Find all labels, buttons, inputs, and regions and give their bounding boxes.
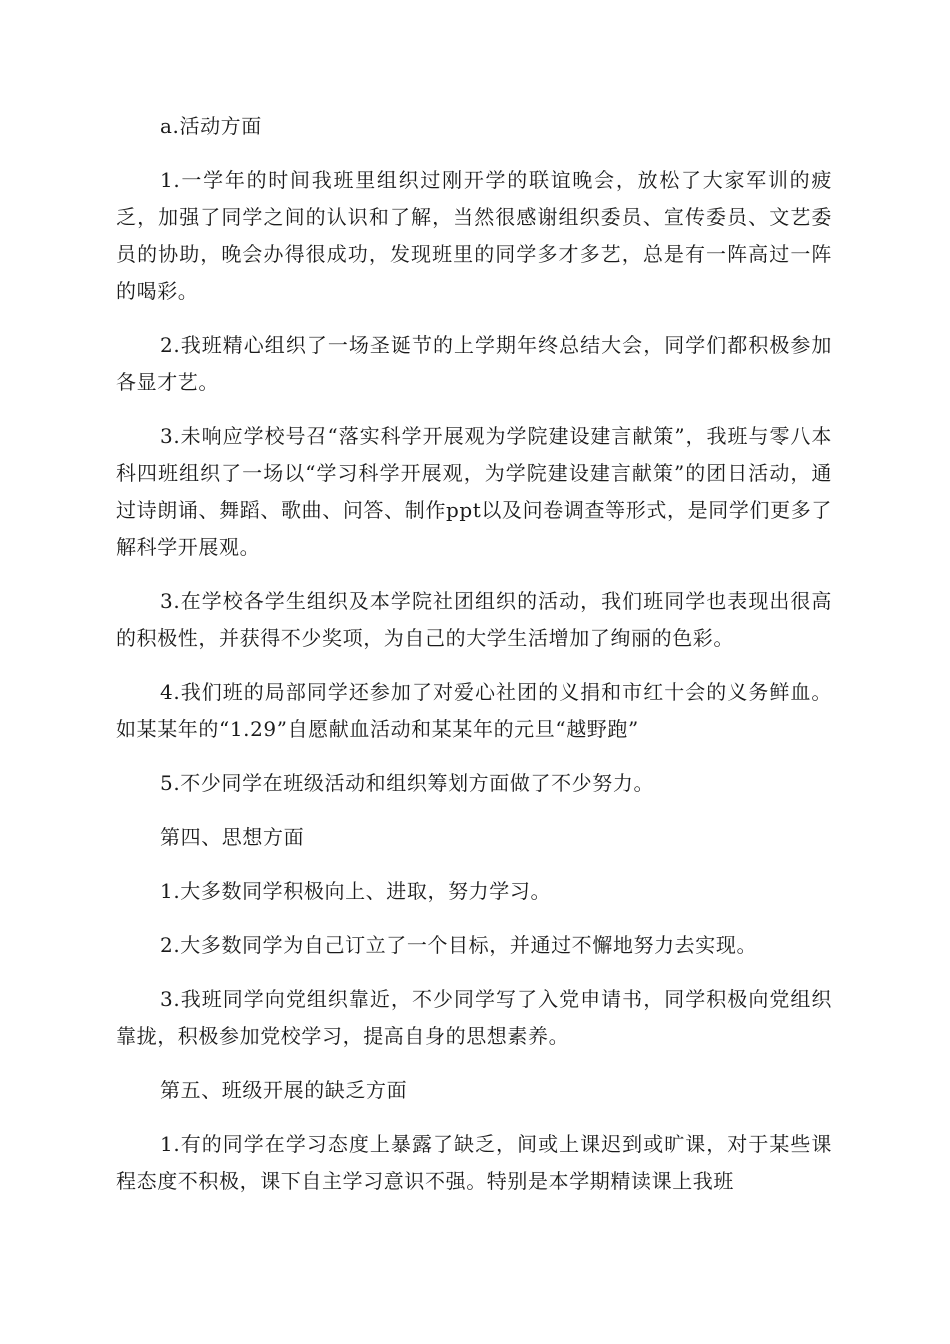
section-heading-activities: a.活动方面 xyxy=(160,114,262,138)
paragraph-activity-5: 5.不少同学在班级活动和组织筹划方面做了不少努力。 xyxy=(160,771,655,795)
paragraph-activity-3a: 3.未响应学校号召“落实科学开展观为学院建设建言献策”，我班与零八本科四班组织了一场以“学习科学开展观，为学院建设建言献策”的团日活动，通过诗朗诵、舞蹈、歌曲、问答、制作ppt以及问卷调查等形式，是同学们更多了解科学开展观。 xyxy=(116,424,832,559)
paragraph-thought-1: 1.大多数同学积极向上、进取，努力学习。 xyxy=(160,879,552,903)
paragraph-activity-4: 4.我们班的局部同学还参加了对爱心社团的义捐和市红十会的义务鲜血。如某某年的“1.29”自愿献血活动和某某年的元旦“越野跑” xyxy=(116,680,832,741)
paragraph-activity-1: 1.一学年的时间我班里组织过刚开学的联谊晚会，放松了大家军训的疲乏，加强了同学之间的认识和了解，当然很感谢组织委员、宣传委员、文艺委员的协助，晚会办得很成功，发现班里的同学多才多艺，总是有一阵高过一阵的喝彩。 xyxy=(116,168,832,303)
paragraph-shortcomings-1: 1.有的同学在学习态度上暴露了缺乏，间或上课迟到或旷课，对于某些课程态度不积极，课下自主学习意识不强。特别是本学期精读课上我班 xyxy=(116,1132,832,1193)
section-heading-thought: 第四、思想方面 xyxy=(160,825,305,849)
paragraph-activity-3b: 3.在学校各学生组织及本学院社团组织的活动，我们班同学也表现出很高的积极性，并获得不少奖项，为自己的大学生活增加了绚丽的色彩。 xyxy=(116,589,832,650)
section-heading-shortcomings: 第五、班级开展的缺乏方面 xyxy=(160,1078,408,1102)
document-body xyxy=(116,108,832,1217)
paragraph-thought-2: 2.大多数同学为自己订立了一个目标，并通过不懈地努力去实现。 xyxy=(160,933,758,957)
paragraph-thought-3: 3.我班同学向党组织靠近，不少同学写了入党申请书，同学积极向党组织靠拢，积极参加党校学习，提高自身的思想素养。 xyxy=(116,987,832,1048)
paragraph-activity-2: 2.我班精心组织了一场圣诞节的上学期年终总结大会，同学们都积极参加各显才艺。 xyxy=(116,333,832,394)
